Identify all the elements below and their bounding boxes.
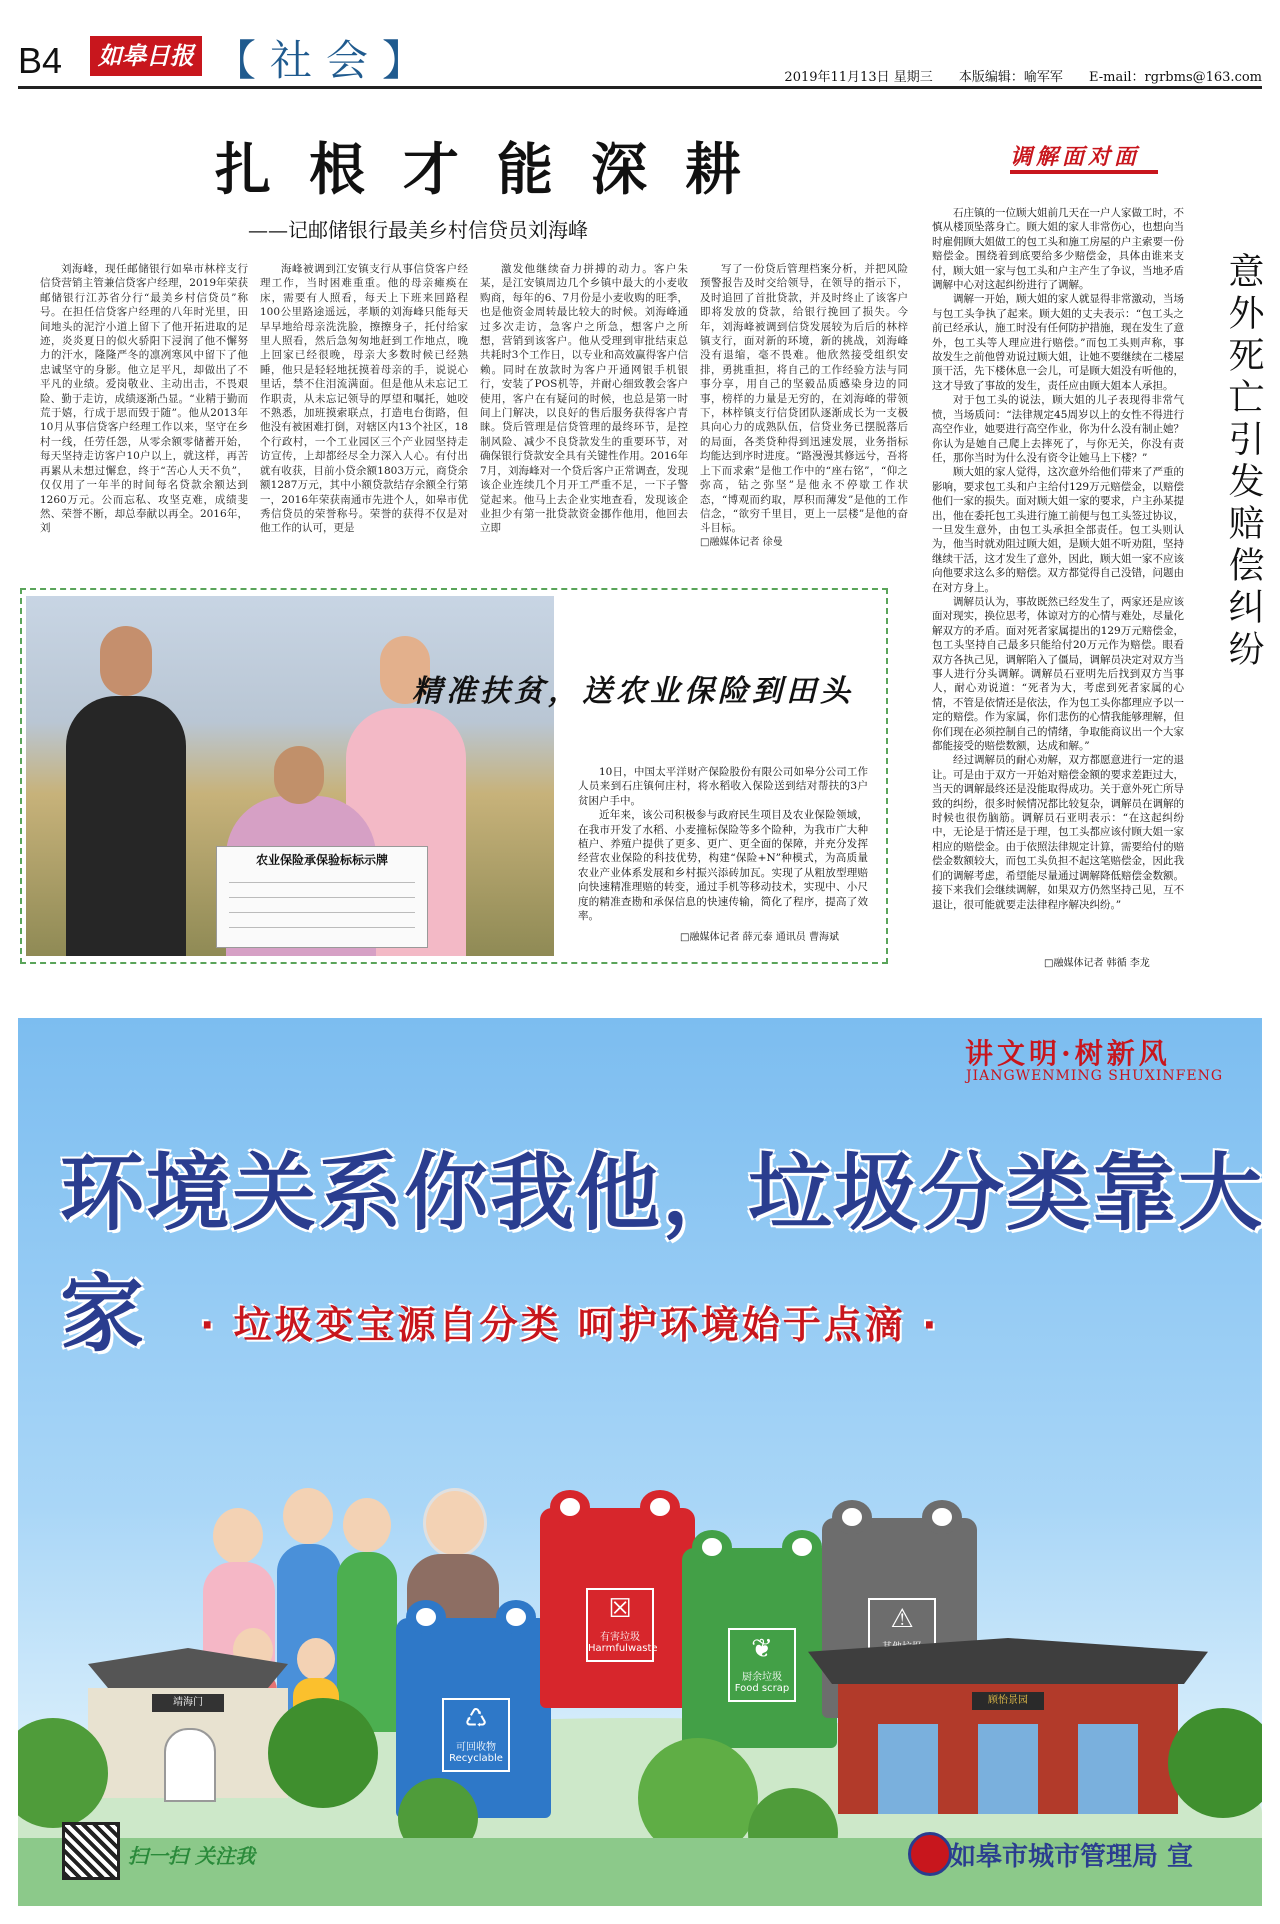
- board-line: [229, 904, 415, 913]
- ad-headline: 环境关系你我他，垃圾分类靠大家: [60, 1144, 1265, 1363]
- bin-eye: [550, 1490, 590, 1524]
- man-figure: [66, 696, 186, 956]
- bin-eye: [782, 1530, 822, 1564]
- header-rule: [18, 86, 1262, 89]
- side-byline: □融媒体记者 韩循 李龙: [1044, 958, 1150, 969]
- editor: 本版编辑：喻军军: [958, 70, 1063, 85]
- side-paragraph: 经过调解员的耐心劝解，双方都愿意进行一定的退让。可是由于双方一开始对赔偿金额的要求差距过大，当天的调解最终还是没能取得成功。关于意外死亡所导致的纠纷，很多时候情况都比较复杂，调解员在调解的时候也很伤脑筋。调解员石亚明表示：“在这起纠纷中，无论是于情还是于理，包工头都应该付顾大姐一家相应的赔偿金。由于依照法律规定计算，需要给付的赔偿金数额较大，而包工头负担不起这笔赔偿金，因此我们的调解考虑，希望能尽量通过调解降低赔偿金数额。接下来我们会继续调解，如果双方仍然坚持己见，互不退让，很可能就要走法律程序解决纠纷。”: [932, 754, 1184, 911]
- article-paragraph: 海峰被调到江安镇支行从事信贷客户经理工作，当时困难重重。他的母亲瘫痪在床，需要有人照看，每天上下班来回路程100公里路途遥远，孝顺的刘海峰只能每天早早地给母亲洗洗脸，擦擦身子，托付给家里人照看，然后急匆匆地赶到工作地点，晚上回家已经很晚，母亲大多数时候已经熟睡，他只是轻轻地抚摸着母亲的手，说说心里话，禁不住泪流满面。但是他从未忘记工作职责，从未忘记领导的厚望和嘱托，她咬不熟悉，加班摸索联点，打造电台街路，但他没有被困难打倒，对辖区内13个社区，18个行政村，一个工业园区三个产业园坚持走访宣传，上却都经尽全力深入人心。有付出就有收获，目前小贷余额1803万元，商贷余额1287万元，其中小额贷款结存余额全行第一，2016年荣获南通市先进个人，如皋市优秀信贷员的荣誉称号。荣誉的获得不仅是对他工作的认可，更是: [260, 263, 468, 535]
- qr-code[interactable]: [62, 1822, 120, 1880]
- article-body: [40, 262, 910, 550]
- ad-slogan: 讲文明·树新风: [965, 1037, 1171, 1070]
- feature-title: 精准扶贫，送农业保险到田头: [412, 674, 854, 709]
- other-waste-icon: ⚠: [890, 1604, 914, 1634]
- gate-right-opening: [978, 1724, 1038, 1814]
- man-head: [100, 626, 152, 696]
- column-head: 调解面对面: [1010, 144, 1141, 170]
- article-subtitle: ——记邮储银行最美乡村信贷员刘海峰: [248, 218, 588, 242]
- header-info: [762, 66, 1262, 85]
- side-paragraph: 石庄镇的一位顾大姐前几天在一户人家做工时，不慎从楼顶坠落身亡。顾大姐的家人非常伤心，也想向当时雇佣顾大姐做工的包工头和施工房屋的户主索要一份赔偿金。围绕着到底要给多少赔偿金，具体由谁来支付，顾大姐一家与包工头和户主产生了争议，当地矛盾调解中心对这起纠纷进行了调解。: [932, 207, 1184, 292]
- gate-left: [88, 1688, 288, 1798]
- scan-text: 扫一扫 关注我: [128, 1844, 255, 1868]
- feature-paragraph: 近年来，该公司积极参与政府民生项目及农业保险领域，在我市开发了水稻、小麦撞标保险等多个险种，为我市广大种植户、养殖户提供了更多、更广、更全面的保障，并充分发挥经营农业保险的科技优势，构建“保险+N”种模式，为高质量农业产业体系发展和乡村振兴添砖加瓦。实现了从粗放型理赔向快速精准理赔的转变，通过手机等移动技术，实现中、小尺度的精准查勘和承保信息的快速传输，简化了程序，提高了效率。: [578, 809, 868, 923]
- insurance-sign-board: [216, 846, 428, 948]
- food-scrap-label: [728, 1628, 796, 1702]
- gate-right: [838, 1684, 1178, 1814]
- ad-slogan-pinyin: JIANGWENMING SHUXINFENG: [966, 1068, 1224, 1084]
- harmful-bin: [540, 1508, 695, 1708]
- bin-label-cn: 有害垃圾: [600, 1632, 640, 1643]
- email: E-mail：rgrbms@163.com: [1089, 70, 1262, 85]
- bin-eye: [832, 1500, 872, 1534]
- board-line: [229, 889, 415, 898]
- ad-subline: · 垃圾变宝源自分类 呵护环境始于点滴 ·: [200, 1303, 940, 1347]
- board-line: [229, 874, 415, 883]
- article-paragraph: 写了一份贷后管理档案分析，并把风险预警报告及时交给领导，在领导的指示下，及时追回了首批贷款，并及时终止了该客户即将发放的贷款，给银行挽回了损失。今年，刘海峰被调到信贷发展较为后后的林梓镇支行，面对新的环境，新的挑战，刘海峰没有退缩，毫不畏难。他欣然接受组织安排，勇挑重担，将自己的工作经验方法与同事分享，用自己的坚毅品质感染身边的同事，榜样的力量是无穷的，在刘海峰的带领下，林梓镇支行信贷团队逐渐成长为一支极具向心力的成熟队伍，信贷业务已摆脱落后的局面，各类贷种得到迅速发展，业务指标均能达到序时进度。“路漫漫其修远兮，吾将上下而求索”是他工作中的“座右铭”，“仰之弥高，钻之弥坚”是他永不停歇工作状态，“博观而约取，厚积而薄发”是他的工作信念，“欲穷千里目，更上一层楼”是他的奋斗目标。: [700, 263, 908, 535]
- article-paragraph: 刘海峰，现任邮储银行如皋市林梓支行信贷营销主管兼信贷客户经理，2019年荣获邮储银行江苏省分行“最美乡村信贷员”称号。在担任信贷客户经理的八年时光里，田间地头的泥泞小道上留下了他开拓进取的足迹，炎炎夏日的似火骄阳下浸润了他不懈努力的汗水，隆隆严冬的凛冽寒风中留下了他忠诚坚守的身影。他立足平凡，却做出了不平凡的业绩。爱岗敬业、主动出击，不畏艰险、勤于走访，成绩逐渐凸显。“业精于勤而荒于嬉，行成于思而毁于随”。他从2013年10月从事信贷客户经理工作以来，坚守在乡村一线，任劳任怨，从零余额零储蓄开始，每天坚持走访客户10户以上，就这样，再苦再累从未想过懈怠，终于“苦心人天不负”，仅仅用了一年半的时间每名贷款余额达到1260万元。公而忘私、攻坚克难，成绩斐然、荣誉不断，却总奉献以再全。2016年，刘: [40, 263, 248, 535]
- article-column-3: [480, 262, 688, 550]
- gate-right-opening: [1078, 1724, 1138, 1814]
- recycle-icon: ♺: [464, 1704, 488, 1734]
- grandma-head: [213, 1508, 263, 1564]
- side-paragraph: 调解一开始，顾大姐的家人就显得非常激动，当场与包工头争执了起来。顾大姐的丈夫表示：“包工头之前已经承认，施工时没有任何防护措施，现在发生了意外，包工头等人理应进行赔偿。”而包工头则声称，事故发生之前他曾劝说过顾大姐，让她不要继续在二楼屋顶干活，先下楼休息一会儿，可是顾大姐没有听他的，这才导致了事故的发生，责任应由顾大姐本人承担。: [932, 293, 1184, 392]
- article-column-2: [260, 262, 468, 550]
- ad-publisher: 如皋市城市管理局 宣: [950, 1842, 1194, 1872]
- grandpa-head: [423, 1488, 487, 1558]
- article-column-1: [40, 262, 248, 550]
- father-head: [283, 1488, 333, 1544]
- side-paragraph: 调解员认为，事故既然已经发生了，两家还是应该面对现实，换位思考，体谅对方的心情与难处，尽量化解双方的矛盾。面对死者家属提出的129万元赔偿金，包工头坚持自己最多只能给付20万元作为赔偿。眼看双方各执己见，调解陷入了僵局，调解员决定对双方当事人进行分头调解。调解员石亚明先后找到双方当事人，耐心劝说道：“死者为大，考虑到死者家属的心情，不管是依情还是依法，作为包工头你都理应予以一定的赔偿。作为家属，你们悲伤的心情我能够理解，但你们现在必须控制自己的情绪，争取能商议出一个大家都能接受的赔偿数额，达成和解。”: [932, 595, 1184, 753]
- harmful-label: [586, 1588, 658, 1662]
- hazard-icon: ☒: [608, 1594, 632, 1624]
- gate-right-plaque: 顾怡景园: [972, 1692, 1044, 1710]
- bin-eye: [406, 1600, 446, 1634]
- board-line: [229, 919, 415, 928]
- news-photo: [26, 596, 554, 956]
- newspaper-logo: 如皋日报: [90, 36, 202, 76]
- article-column-4: [700, 262, 908, 550]
- bin-label-cn: 可回收物: [456, 1742, 496, 1753]
- recyclable-label: [442, 1698, 510, 1772]
- feature-text: [578, 765, 868, 923]
- gate-right-opening: [878, 1724, 938, 1814]
- tree: [268, 1698, 378, 1808]
- article-title: 扎根才能深耕: [215, 137, 779, 203]
- article-byline: □融媒体记者 徐曼: [700, 536, 783, 548]
- side-paragraph: 对于包工头的说法，顾大姐的儿子表现得非常气愤，当场质问：“法律规定45周岁以上的女性不得进行高空作业，她要进行高空作业，你为什么没有制止她？你认为是她自己爬上去摔死了，与你无关，你没有责任，那你当时为什么没有资令让她马上下楼？”: [932, 394, 1184, 464]
- food-scrap-bin: [682, 1548, 837, 1748]
- side-paragraph: 顾大姐的家人觉得，这次意外给他们带来了严重的影响，要求包工头和户主给付129万元赔偿金，以赔偿他们一家的损失。面对顾大姐一家的要求，户主孙某提出，他在委托包工头进行施工前便与包工头签过协议，一旦发生意外，由包工头承担全部责任。包工头则认为，他当时就劝阻过顾大姐，是顾大姐不听劝阻，坚持继续干活，这才发生了意外，因此，顾大姐一家不应该向他要求这么多的赔偿。双方都觉得自己没错，问题由在对方身上。: [932, 466, 1184, 594]
- food-icon: ❦: [751, 1634, 773, 1664]
- bin-label-en: Recyclable: [449, 1753, 503, 1764]
- side-article-title: 意外死亡引发赔偿纠纷: [1223, 252, 1264, 672]
- bin-eye: [496, 1600, 536, 1634]
- woman-head: [274, 746, 324, 804]
- feature-paragraph: 10日，中国太平洋财产保险股份有限公司如皋分公司工作人员来到石庄镇何庄村，将水稻收入保险送到结对帮扶的3户贫困户手中。: [578, 766, 868, 807]
- boy-head: [297, 1638, 335, 1680]
- bin-eye: [640, 1490, 680, 1524]
- side-article-body: [932, 206, 1184, 912]
- column-head-underline: [1010, 170, 1158, 174]
- board-title: 农业保险承保验标标示牌: [255, 853, 388, 867]
- bin-label-en: Harmfulwaste: [588, 1643, 658, 1654]
- feature-byline: □融媒体记者 薛元泰 通讯员 曹海斌: [680, 932, 839, 943]
- bin-label-en: Food scrap: [734, 1683, 790, 1694]
- bin-eye: [692, 1530, 732, 1564]
- section-title: 【社会】: [214, 36, 439, 85]
- bin-label-cn: 厨余垃圾: [742, 1672, 782, 1683]
- issue-date: 2019年11月13日 星期三: [784, 70, 933, 85]
- gate-left-arch: [164, 1728, 216, 1802]
- page-number: B4: [18, 40, 63, 81]
- mother-head: [343, 1498, 391, 1552]
- article-paragraph: 激发他继续奋力拼搏的动力。客户朱某，是江安镇周边几个乡镇中最大的小麦收购商，每年的6、7月份是小麦收购的旺季，也是他资金周转最比较大的时候。刘海峰通过多次走访，急客户之所急，想客户之所想，营销到该客户。他从受理到审批结束总共耗时3个工作日，以专业和高效赢得客户信赖。同时在放款时为客户开通网银手机银行，安装了POS机等，并耐心细致教会客户使用，客户在有疑问的时候，也总是第一时间上门解决，以良好的售后服务获得客户青睐。贷后管理是信贷管理的最终环节，是控制风险、减少不良贷款发生的重要环节，对确保银行贷款安全具有关键性作用。2016年7月，刘海峰对一个贷后客户正常调查，发现该企业连续几个月开工严重不足，一下子警觉起来。他马上去企业实地查看，发现该企业担少有第一批贷款资金挪作他用，他回去立即: [480, 263, 688, 535]
- bin-eye: [922, 1500, 962, 1534]
- gate-left-plaque: 靖海门: [152, 1694, 224, 1712]
- bureau-emblem-icon: [908, 1832, 952, 1876]
